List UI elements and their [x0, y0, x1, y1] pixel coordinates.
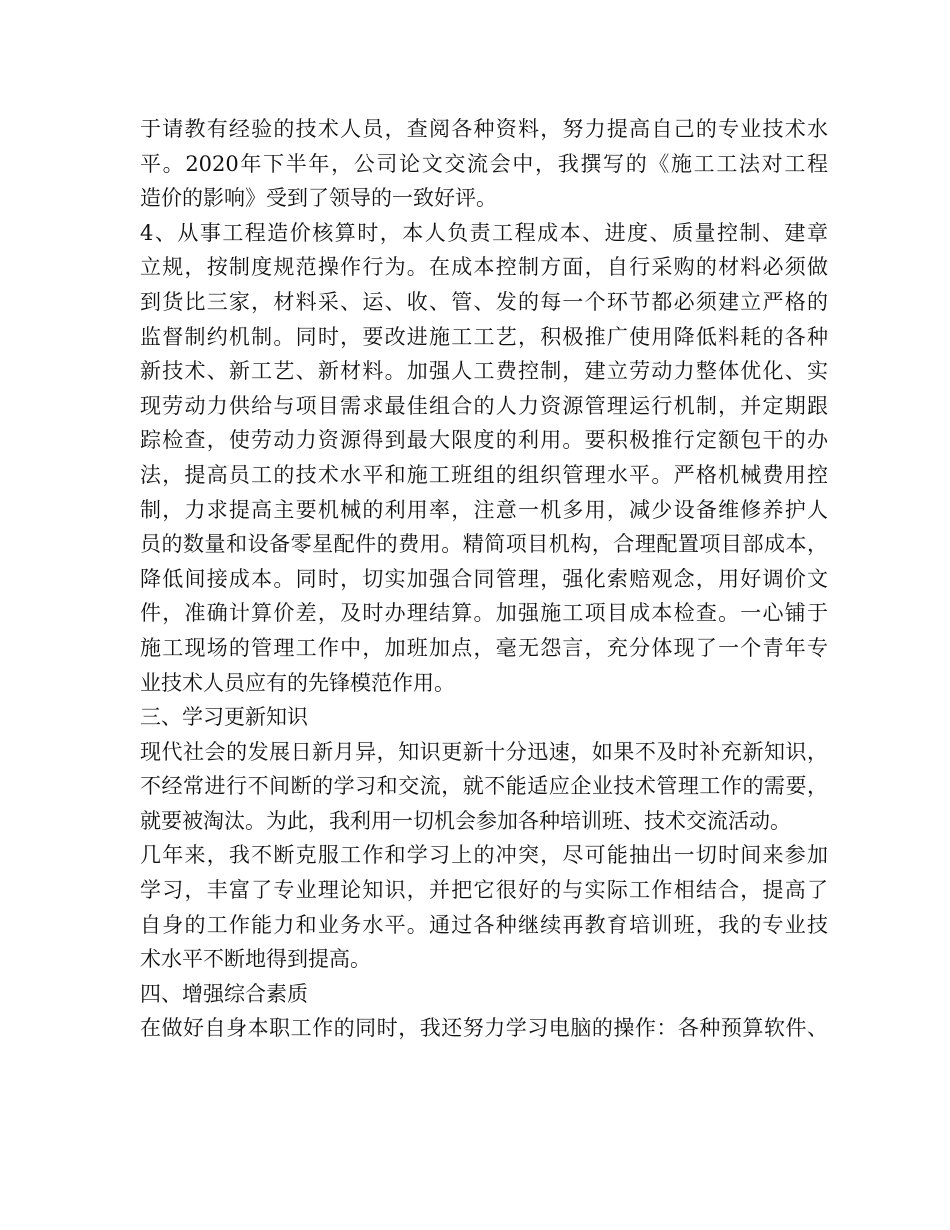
text-line: 自身的工作能力和业务水平。通过各种继续再教育培训班，我的专业技 — [140, 912, 828, 937]
text-line: 到货比三家，材料采、运、收、管、发的每一个环节都必须建立严格的 — [140, 289, 828, 314]
text-line: 于请教有经验的技术人员，查阅各种资料，努力提高自己的专业技术水 — [140, 117, 828, 141]
text-line: 就要被淘汰。为此，我利用一切机会参加各种培训班、技术交流活动。 — [140, 808, 791, 833]
text-line: 几年来，我不断克服工作和学习上的冲突，尽可能抽出一切时间来参加 — [140, 843, 828, 868]
text-line: 法，提高员工的技术水平和施工班组的组织管理水平。严格机械费用控 — [140, 462, 828, 487]
text-line: 施工现场的管理工作中，加班加点，毫无怨言，充分体现了一个青年专 — [140, 635, 828, 660]
text-line: 学习，丰富了专业理论知识，并把它很好的与实际工作相结合，提高了 — [140, 878, 828, 903]
text-line: 监督制约机制。同时，要改进施工工艺，积极推广使用降低料耗的各种 — [140, 324, 828, 349]
text-line: 员的数量和设备零星配件的费用。精简项目机构，合理配置项目部成本， — [140, 532, 828, 557]
text-line: 踪检查，使劳动力资源得到最大限度的利用。要积极推行定额包干的办 — [140, 428, 828, 453]
text-line: 降低间接成本。同时，切实加强合同管理，强化索赔观念，用好调价文 — [140, 566, 828, 591]
text-line: 不经常进行不间断的学习和交流，就不能适应企业技术管理工作的需要， — [140, 774, 828, 799]
text-line: 现劳动力供给与项目需求最佳组合的人力资源管理运行机制，并定期跟 — [140, 393, 828, 418]
text-line: 在做好自身本职工作的同时，我还努力学习电脑的操作：各种预算软件、 — [140, 1016, 828, 1041]
section-heading: 四、增强综合素质 — [140, 981, 308, 1006]
text-line: 现代社会的发展日新月异，知识更新十分迅速，如果不及时补充新知识， — [140, 739, 828, 764]
text-line: 件，准确计算价差，及时办理结算。加强施工项目成本检查。一心铺于 — [140, 601, 828, 626]
text-line: 业技术人员应有的先锋模范作用。 — [140, 670, 455, 695]
text-line: 4、从事工程造价核算时，本人负责工程成本、进度、质量控制、建章 — [140, 220, 828, 245]
text-line: 新技术、新工艺、新材料。加强人工费控制，建立劳动力整体优化、实 — [140, 359, 828, 384]
text-line: 制，力求提高主要机械的利用率，注意一机多用，减少设备维修养护人 — [140, 497, 828, 522]
section-heading: 三、学习更新知识 — [140, 705, 308, 730]
text-line: 术水平不断地得到提高。 — [140, 947, 371, 972]
text-line: 造价的影响》受到了领导的一致好评。 — [140, 186, 497, 211]
document-body — [140, 112, 828, 1046]
text-line: 立规，按制度规范操作行为。在成本控制方面，自行采购的材料必须做 — [140, 255, 828, 280]
text-line: 平。2020年下半年，公司论文交流会中，我撰写的《施工工法对工程 — [140, 151, 828, 176]
